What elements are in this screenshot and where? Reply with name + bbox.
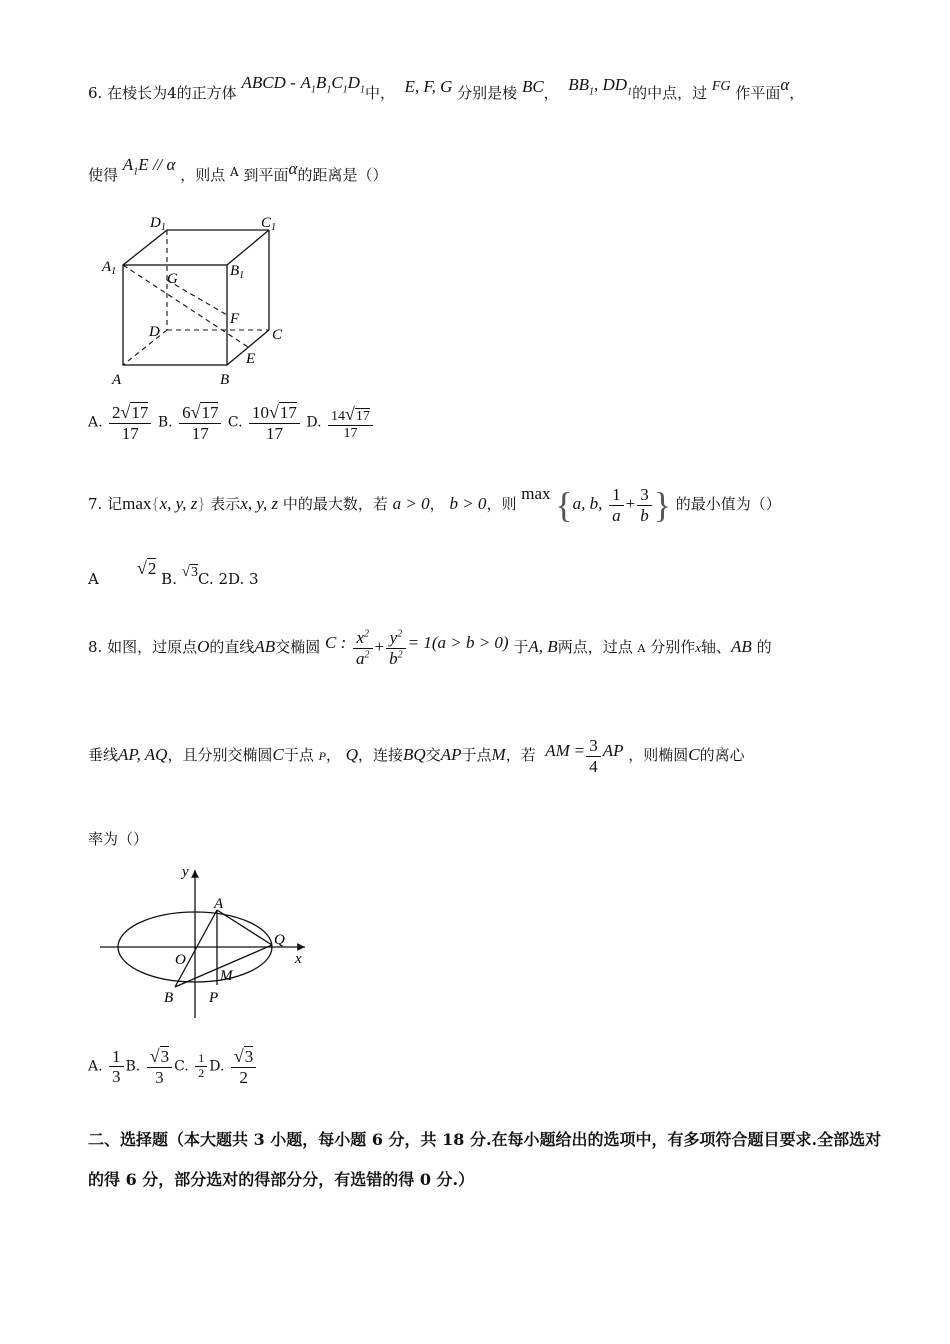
option-a-value: $\frac{2√17}{17}$ [109, 402, 151, 443]
cube-name: ABCD - [241, 73, 296, 92]
cube-top-face: $A_1B_1C_1D_1$ [300, 73, 365, 96]
option-d-label: D. [209, 1058, 225, 1075]
ellipse-x-term: $\frac{x^2}{a^2}$ [353, 628, 373, 668]
option-a-label: A [88, 570, 99, 588]
option-c-label: C. [174, 1058, 189, 1075]
label-x: x [295, 951, 302, 967]
label-C1: $C_1$ [261, 215, 277, 233]
option-a-value: $\frac{1}{3}$ [109, 1047, 124, 1087]
label-y: y [182, 864, 189, 880]
label-C: C [272, 327, 283, 343]
option-b-label: B. [157, 414, 173, 431]
label-A: A [112, 372, 122, 388]
label-M: M [220, 968, 233, 984]
option-b-value: √3 [181, 564, 198, 580]
label-O: O [175, 952, 186, 968]
label-D1: $D_1$ [150, 215, 166, 233]
option-a-label: A. [88, 414, 103, 431]
label-B: B [164, 990, 174, 1006]
label-G: G [167, 271, 178, 287]
option-d-value: $\frac{14√17}{17}$ [328, 404, 373, 442]
q6-line2: 使得 $A_1E$ // α ，则点 $^A$ 到平面α的距离是（） [88, 155, 388, 184]
option-a-label: A. [88, 1058, 103, 1075]
label-D: D [149, 324, 160, 340]
label-B1: $B_1$ [230, 263, 245, 281]
q8-line2: 垂线AP, AQ，且分别交椭圆C于点 P， Q，连接BQ交AP于点M，若 AM = $\frac{3}{4}$ AP ，则椭圆C的离心 [88, 736, 745, 776]
option-d-label: D. [306, 414, 322, 431]
label-A1: $A_1$ [102, 259, 117, 277]
label-E: E [246, 351, 256, 367]
ellipse-figure [95, 860, 325, 1020]
section-2-heading: 二、选择题（本大题共 3 小题，每小题 6 分，共 18 分.在每小题给出的选项中，有多项符合题目要求.全部选对的得 6 分，部分选对的得部分分，有选错的得 0 分.） [88, 1130, 882, 1189]
option-b-value: $\frac{6√17}{17}$ [179, 402, 221, 443]
option-c-value: $\frac{10√17}{17}$ [249, 402, 300, 443]
option-b-label: B. [125, 1058, 141, 1075]
q8-line3: 率为（） [88, 830, 149, 848]
fraction-3-over-b: $\frac{3}{b}$ [637, 485, 652, 525]
ratio-3-4: $\frac{3}{4}$ [586, 736, 601, 776]
q7-line1: 7. 记max{x, y, z} 表示x, y, z 中的最大数，若 a > 0， b > 0，则 max {a, b, $\frac{1}{a}$ + $\frac{3}{b}$ } 的最小值为（） [88, 484, 781, 525]
q8-line1: 8. 如图，过原点O的直线AB交椭圆 C : $\frac{x^2}{a^2}$ + $\frac{y^2}{b^2}$ = 1(a > b > 0) 于A, B两点，过点 A 分别作x轴、AB 的 [88, 628, 772, 668]
option-a-value: √2 [137, 558, 157, 578]
label-Q: Q [274, 932, 285, 948]
option-b-value: $\frac{√3}{3}$ [147, 1046, 172, 1087]
option-d-value: $\frac{√3}{2}$ [231, 1046, 256, 1087]
label-B: B [220, 372, 230, 388]
label-F: F [230, 311, 240, 327]
option-b-label: B. [161, 570, 177, 588]
question-number: 8. [88, 638, 103, 657]
fraction-1-over-a: $\frac{1}{a}$ [609, 485, 624, 525]
q8-options [88, 1046, 258, 1087]
label-A: A [214, 896, 224, 912]
edges-bb1-dd1: $BB_1$, $DD_1$ [568, 75, 633, 98]
label-P: P [209, 990, 219, 1006]
option-c-label: C. [227, 414, 243, 431]
ellipse-y-term: $\frac{y^2}{b^2}$ [386, 628, 406, 668]
cube-figure [95, 205, 295, 390]
q6-line1: 6. 在棱长为4的正方体 ABCD - $A_1B_1C_1D_1$中， E, F, G 分别是棱 BC， $BB_1$, $DD_1$的中点，过 FG 作平面α， [88, 73, 805, 102]
option-c-value: $\frac{1}{2}$ [195, 1052, 207, 1081]
question-number: 7. [88, 495, 103, 513]
options-c-d: C. 2D. 3 [197, 570, 259, 588]
q7-options [88, 558, 259, 589]
q6-options [88, 402, 375, 443]
question-number: 6. [88, 84, 103, 102]
condition: $A_1E$ // α [122, 155, 176, 178]
